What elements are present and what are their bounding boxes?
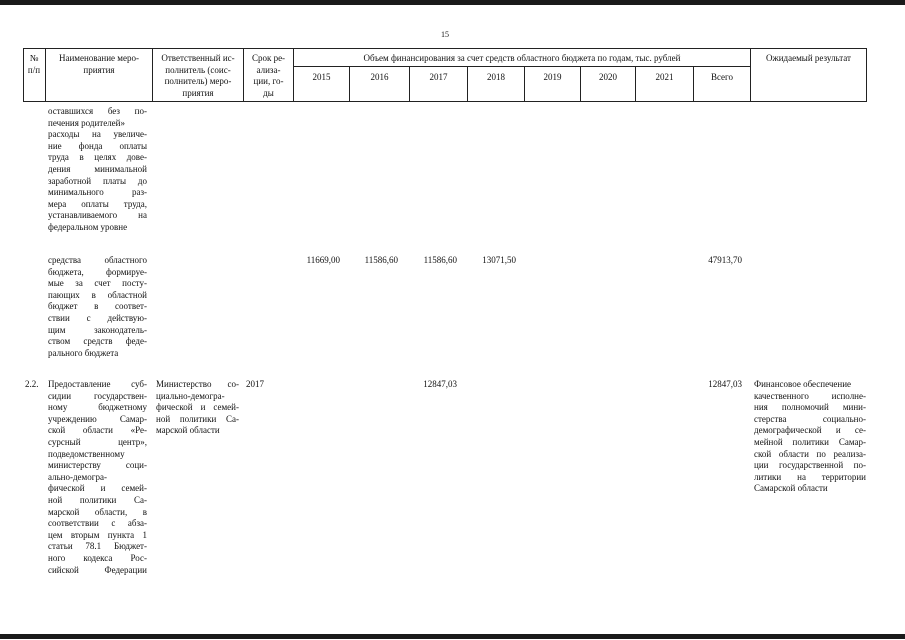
header-year-2017: 2017 [429, 72, 448, 82]
row-3-responsible: Министерство со- циально-демогра- фической и семей- ной политики Са- марской области [156, 379, 239, 436]
row-3-value-2017: 12847,03 [423, 379, 457, 389]
header-year-2016: 2016 [370, 72, 389, 82]
row-2-value-2015: 11669,00 [306, 255, 340, 265]
header-term: Срок ре- ализа- ции, го- ды [251, 53, 286, 98]
row-2-value-total: 47913,70 [708, 255, 742, 265]
row-2-name: средства областного бюджета, формируе- мые за счет посту- пающих в областной бюджет в соответ- ствии с действую- щим законодатель- ством средств феде- рального бюджета [48, 255, 147, 358]
header-number: № п/п [27, 53, 41, 75]
header-year-2019: 2019 [543, 72, 562, 82]
row-3-term: 2017 [246, 379, 264, 389]
header-year-2018: 2018 [487, 72, 505, 82]
bottom-border [0, 634, 905, 639]
page-number: 15 [441, 30, 449, 39]
header-funding: Объем финансирования за счет средств областного бюджета по годам, тыс. рублей [363, 53, 681, 63]
header-result: Ожидаемый результат [766, 53, 851, 63]
row-3-result: Финансовое обеспечение качественного исполне- ния полномочий мини- стерства социально- демографической и се- мейной политики Самар- ской области по реализа- ции государственной по- литики на территории Самарской области [754, 379, 866, 494]
row-2-value-2017: 11586,60 [423, 255, 457, 265]
row-1-name: оставшихся без по- печения родителей» расходы на увеличе- ние фонда оплаты труда в целях дове- дения минимальной заработной платы до минимального раз- мера оплаты труда, устанавливаемого на федеральном уровне [48, 106, 147, 232]
top-border [0, 0, 905, 5]
row-2-value-2016: 11586,60 [364, 255, 398, 265]
header-year-2020: 2020 [599, 72, 617, 82]
header-total: Всего [710, 72, 734, 82]
header-year-2015: 2015 [312, 72, 331, 82]
row-3-name: Предоставление суб- сидии государствен- ному бюджетному учреждению Самар- ской области «Ре- сурсный центр», подведомственному министерству соци- ально-демогра- фической и семей- ной политики Са- марской области, в соответствии с абза- цем вторым пункта 1 статьи 78.1 Бюджет- ного кодекса Рос- сийской Федерации [48, 379, 147, 575]
row-2-value-2018: 13071,50 [482, 255, 516, 265]
header-year-2021: 2021 [655, 72, 674, 82]
header-name: Наименование меро- приятия [58, 53, 139, 75]
header-responsible: Ответственный ис- полнитель (соис- полнитель) меро- приятия [161, 53, 235, 98]
row-3-value-total: 12847,03 [708, 379, 742, 389]
row-3-number: 2.2. [25, 379, 39, 389]
